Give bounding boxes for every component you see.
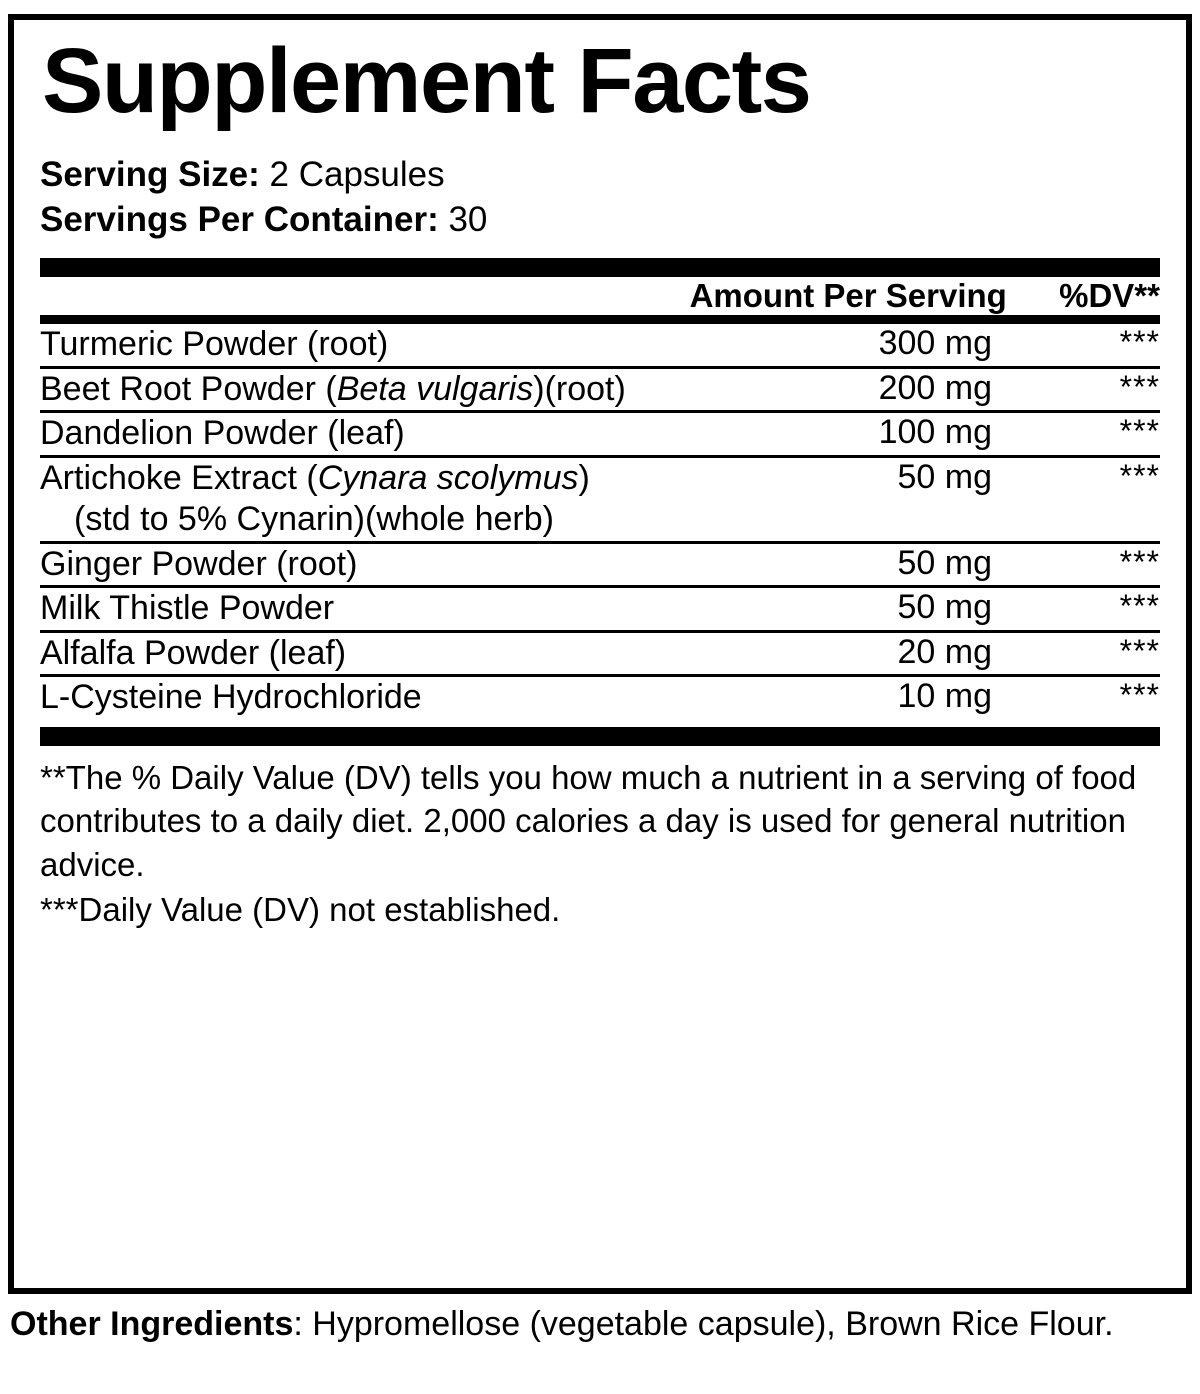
serving-size-value: 2 Capsules xyxy=(269,155,445,195)
ingredient-dv: *** xyxy=(1119,324,1160,361)
column-header-name xyxy=(40,277,690,315)
ingredient-dv: *** xyxy=(1119,543,1160,580)
ingredient-amount: 100 mg xyxy=(878,413,992,452)
ingredient-amount: 50 mg xyxy=(897,543,992,582)
table-row xyxy=(40,544,1160,585)
ingredient-latin-name: Cynara scolymus xyxy=(317,458,579,497)
table-row xyxy=(40,588,1160,629)
serving-size-label: Serving Size: xyxy=(40,155,260,195)
ingredient-name-tail: ) xyxy=(578,458,590,497)
ingredient-name: L-Cysteine Hydrochloride xyxy=(40,678,422,717)
other-ingredients xyxy=(10,1303,1190,1347)
ingredient-latin-name: Beta vulgaris xyxy=(336,369,534,408)
ingredient-name-tail: )(root) xyxy=(533,369,626,408)
table-row xyxy=(40,458,1160,541)
ingredient-name: Alfalfa Powder (leaf) xyxy=(40,633,347,672)
column-header-dv: %DV** xyxy=(1059,277,1160,315)
servings-per-container-label: Servings Per Container: xyxy=(40,200,439,240)
column-header-amount: Amount Per Serving xyxy=(689,277,1007,315)
ingredient-amount: 50 mg xyxy=(897,457,992,496)
table-row xyxy=(40,324,1160,365)
ingredient-dv: *** xyxy=(1119,588,1160,625)
ingredient-name-subline: (std to 5% Cynarin)(whole herb) xyxy=(74,500,554,539)
ingredient-dv: *** xyxy=(1119,368,1160,405)
servings-per-container-row xyxy=(40,197,1160,242)
nutrition-table xyxy=(40,277,1160,718)
ingredient-dv: *** xyxy=(1119,632,1160,669)
ingredient-name: Beet Root Powder ( xyxy=(40,369,337,408)
servings-per-container-value: 30 xyxy=(448,200,488,240)
table-header-row xyxy=(40,277,1160,315)
ingredient-dv: *** xyxy=(1119,677,1160,714)
other-ingredients-label: Other Ingredients xyxy=(10,1305,294,1343)
footnote-not-established: ***Daily Value (DV) not established. xyxy=(40,891,561,929)
ingredient-dv: *** xyxy=(1119,457,1160,494)
ingredient-amount: 10 mg xyxy=(897,677,992,716)
table-row xyxy=(40,413,1160,454)
footnote-daily-value: **The % Daily Value (DV) tells you how much a nutrient in a serving of food contributes to a daily diet. 2,000 calories a day is used for general nutrition advice. xyxy=(40,758,1137,883)
page-title: Supplement Facts xyxy=(42,30,811,132)
ingredient-amount: 50 mg xyxy=(897,588,992,627)
ingredient-name: Ginger Powder (root) xyxy=(40,544,358,583)
ingredient-amount: 300 mg xyxy=(878,324,992,363)
divider-under-header xyxy=(40,315,1160,324)
table-row xyxy=(40,677,1160,718)
serving-info xyxy=(40,152,1160,242)
divider-thick-bottom xyxy=(40,727,1160,746)
footnotes xyxy=(40,756,1160,932)
facts-panel xyxy=(8,14,1192,1294)
table-row xyxy=(40,633,1160,674)
ingredient-amount: 200 mg xyxy=(878,368,992,407)
ingredient-name: Dandelion Powder (leaf) xyxy=(40,414,405,453)
ingredient-dv: *** xyxy=(1119,413,1160,450)
ingredient-name: Artichoke Extract ( xyxy=(40,458,318,497)
ingredient-name: Milk Thistle Powder xyxy=(40,589,335,628)
serving-size-row xyxy=(40,152,1160,197)
divider-thick-top xyxy=(40,258,1160,277)
table-row xyxy=(40,369,1160,410)
ingredient-amount: 20 mg xyxy=(897,632,992,671)
other-ingredients-value: : Hypromellose (vegetable capsule), Brown Rice Flour. xyxy=(293,1305,1114,1343)
ingredient-name: Turmeric Powder (root) xyxy=(40,325,389,364)
